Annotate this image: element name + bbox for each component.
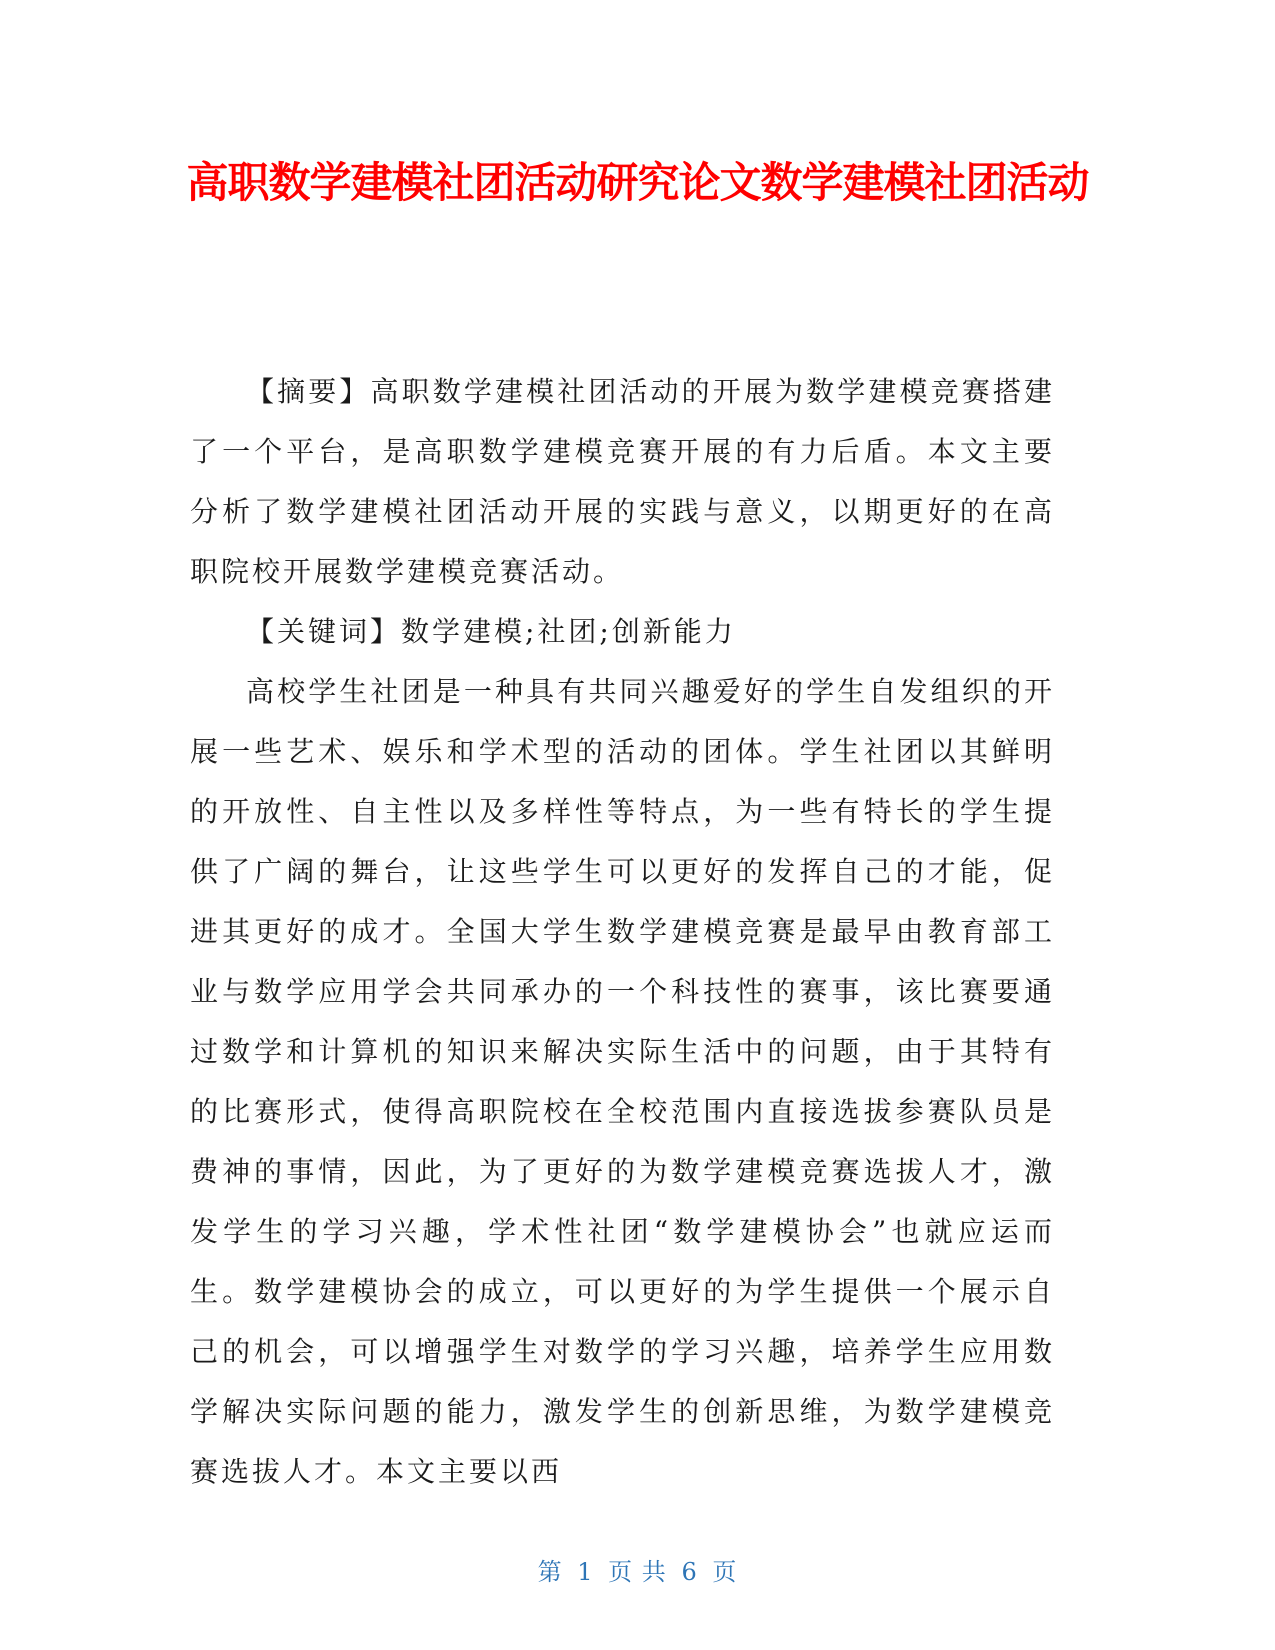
abstract-paragraph: 【摘要】高职数学建模社团活动的开展为数学建模竞赛搭建了一个平台，是高职数学建模竞赛开展的有力后盾。本文主要分析了数学建模社团活动开展的实践与意义，以期更好的在高职院校开展数学建模竞赛活动。 xyxy=(190,375,1055,588)
body-paragraph: 高校学生社团是一种具有共同兴趣爱好的学生自发组织的开展一些艺术、娱乐和学术型的活动的团体。学生社团以其鲜明的开放性、自主性以及多样性等特点，为一些有特长的学生提供了广阔的舞台，让这些学生可以更好的发挥自己的才能，促进其更好的成才。全国大学生数学建模竞赛是最早由教育部工业与数学应用学会共同承办的一个科技性的赛事，该比赛要通过数学和计算机的知识来解决实际生活中的问题，由于其特有的比赛形式，使得高职院校在全校范围内直接选拔参赛队员是费神的事情，因此，为了更好的为数学建模竞赛选拔人才，激发学生的学习兴趣，学术性社团“数学建模协会”也就应运而生。数学建模协会的成立，可以更好的为学生提供一个展示自己的机会，可以增强学生对数学的学习兴趣，培养学生应用数学解决实际问题的能力，激发学生的创新思维，为数学建模竞赛选拔人才。本文主要以西 xyxy=(190,675,1055,1488)
page-footer xyxy=(0,1552,1275,1587)
total-pages-number: 6 xyxy=(681,1558,698,1586)
footer-suffix: 页 xyxy=(712,1558,738,1586)
keywords-paragraph: 【关键词】数学建模;社团;创新能力 xyxy=(246,615,736,648)
document-body xyxy=(190,362,1055,1502)
footer-middle: 页 共 xyxy=(608,1558,667,1586)
document-title: 高职数学建模社团活动研究论文数学建模社团活动 xyxy=(186,158,1089,207)
footer-prefix: 第 xyxy=(537,1558,563,1586)
current-page-number: 1 xyxy=(577,1558,594,1586)
